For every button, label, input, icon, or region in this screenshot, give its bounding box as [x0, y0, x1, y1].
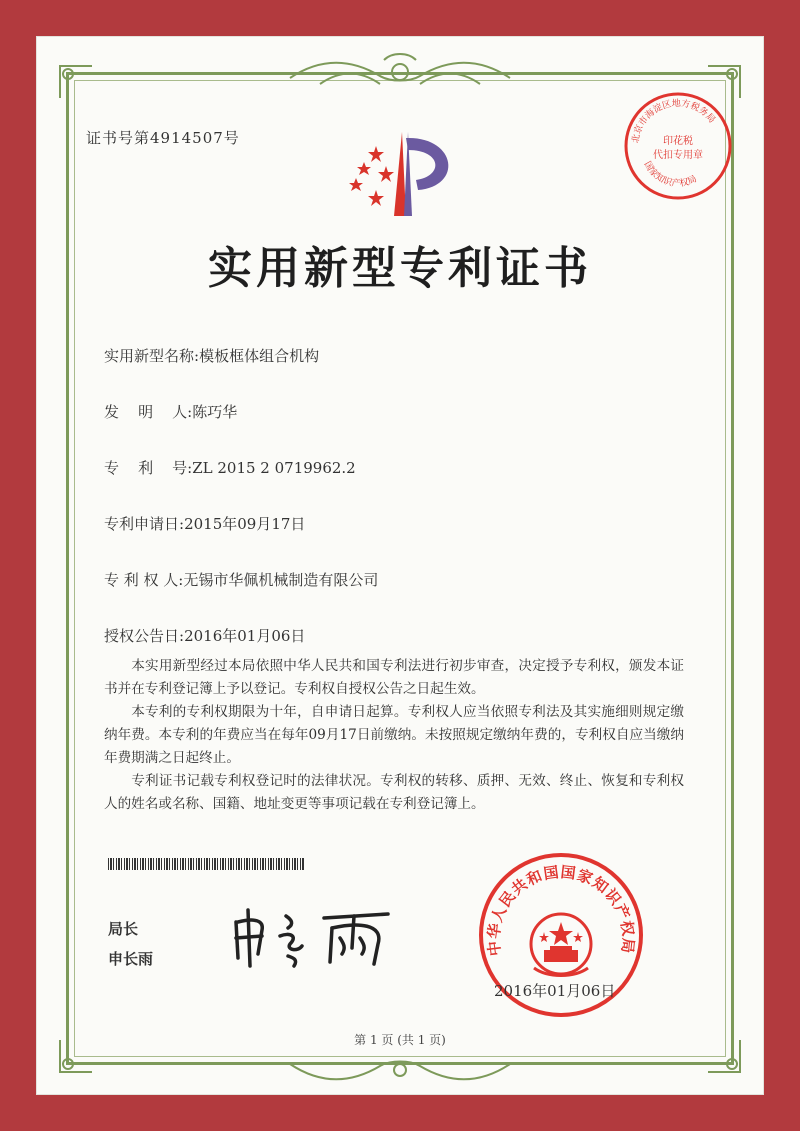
svg-text:国家知识产权局: [642, 160, 699, 190]
cnipa-logo-icon: [346, 126, 470, 222]
tax-stamp-arc-top: 北京市海淀区地方税务局: [630, 98, 717, 144]
field-inventor: [104, 401, 237, 422]
field-application-date: [104, 513, 305, 534]
field-value: 无锡市华佩机械制造有限公司: [183, 571, 379, 589]
tax-stamp: [620, 88, 736, 204]
barcode: [108, 858, 304, 870]
field-label: 实用新型名称:: [104, 347, 200, 365]
field-patent-number: [104, 457, 356, 478]
field-value: 模板框体组合机构: [199, 347, 320, 365]
field-label: 专 利 权 人:: [104, 571, 184, 589]
tax-stamp-line-2: 代扣专用章: [653, 150, 703, 161]
issue-date: 2016年01月06日: [494, 982, 616, 1000]
certificate-number: 证书号第4914507号: [86, 129, 240, 147]
bottom-ornament: [280, 1050, 520, 1090]
national-emblem-icon: [531, 914, 591, 976]
official-seal-text: 中华人民共和国国家知识产权局: [484, 862, 638, 957]
page-number: 第 1 页 (共 1 页): [354, 1033, 446, 1047]
field-label: 专利申请日:: [104, 515, 185, 533]
field-value: 2016年01月06日: [184, 627, 306, 645]
signatory-name: 申长雨: [108, 950, 154, 968]
tax-stamp-line-1: 印花税: [663, 136, 693, 147]
field-value: 陈巧华: [192, 403, 238, 421]
field-patentee: [104, 569, 378, 590]
corner-ornament-top-left: [56, 62, 96, 102]
field-label: 发 明 人:: [104, 403, 193, 421]
certificate-body: [104, 655, 684, 816]
tax-stamp-arc-bottom: 国家知识产权局: [641, 159, 699, 190]
body-paragraph: 专利证书记载专利权登记时的法律状况。专利权的转移、质押、无效、终止、恢复和专利权人的姓名或名称、国籍、地址变更等事项记载在专利登记簿上。: [104, 773, 684, 812]
body-paragraph: 本专利的专利权期限为十年，自申请日起算。专利权人应当依照专利法及其实施细则规定缴纳年费。本专利的年费应当在每年09月17日前缴纳。未按照规定缴纳年费的，专利权自应当缴纳年费期满之日起终止。: [104, 704, 684, 766]
body-paragraph: 本实用新型经过本局依照中华人民共和国专利法进行初步审查，决定授予专利权，颁发本证书并在专利登记簿上予以登记。专利权自授权公告之日起生效。: [104, 658, 684, 697]
field-label: 专 利 号:: [104, 459, 193, 477]
field-value: ZL 2015 2 0719962.2: [192, 459, 356, 477]
field-value: 2015年09月17日: [184, 515, 306, 533]
field-utility-name: [104, 345, 319, 366]
certificate-title: 实用新型专利证书: [208, 243, 592, 294]
handwritten-signature: [228, 900, 404, 972]
field-grant-date: [104, 625, 305, 646]
top-ornament: [280, 48, 520, 96]
field-label: 授权公告日:: [104, 627, 185, 645]
signatory-title: 局长: [108, 920, 139, 938]
